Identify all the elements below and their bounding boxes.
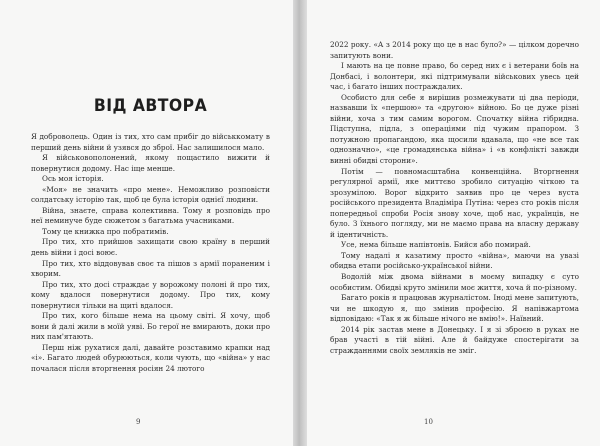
paragraph: Про тих, хто віддовував своє та пішов з армії пораненим і хворим. bbox=[31, 258, 270, 279]
paragraph: Тому це книжка про побратимів. bbox=[42, 226, 169, 236]
paragraph: Водолій між двома війнами в моєму випадку є суто особистим. Обидві круто змінили моє життя, хоча й по-різному. bbox=[330, 272, 579, 292]
left-page bbox=[0, 0, 293, 446]
chapter-title: ВІД АВТОРА bbox=[93, 96, 208, 116]
book-gutter bbox=[293, 0, 307, 446]
paragraph: Війна, знаєте, справа колективна. Тому я розповідь про неї неминуче буде сюжетом з багатьма учасниками. bbox=[31, 205, 270, 226]
page-number: 10 bbox=[424, 418, 433, 426]
left-page-body bbox=[31, 132, 270, 375]
paragraph: Тому надалі я казатиму просто «війна», маючи на увазі обидва етапи російсько-української війни. bbox=[330, 250, 579, 271]
right-page-body bbox=[330, 40, 579, 356]
page-number: 9 bbox=[136, 418, 141, 426]
paragraph: Особисто для себе я вирішив розмежувати ці два періоди, назвавши їх «першою» та «другою» війною. Бо це дуже різні війни, хоча з тим самим ворогом. Спочатку війна гібридна. Підступна, підла, з операціями під чужим прапором. З потужною пропагандою, яка щосили вдавала, що «не все так однозначно», «це громадянська війна» і «в конфлікті завжди винні обидві сторони». bbox=[330, 92, 579, 166]
right-page bbox=[307, 0, 600, 446]
paragraph: 2014 рік застав мене в Донецьку. І я зі зброєю в руках не брав участі в тій війні. Але й байдуже спостерігати за стражданнями своїх земляків не зміг. bbox=[330, 324, 579, 355]
paragraph: Про тих, кого більше нема на цьому світі. Я хочу, щоб вони й далі жили в моїй уяві. Бо герої не вмирають, доки про них пам'ятають. bbox=[31, 311, 270, 342]
paragraph: Я військовополонений, якому пощастило вижити й повернутися додому. Нас іще менше. bbox=[31, 153, 270, 173]
paragraph: Я доброволець. Один із тих, хто сам прибіг до військкомату в перший день війни й узявся до зброї. Нас залишилося мало. bbox=[31, 132, 270, 152]
paragraph: Про тих, хто досі страждає у ворожому полоні й про тих, кому вдалося повернутися додому. Про тих, кому повернутися тільки на щиті вдалося. bbox=[31, 279, 270, 310]
paragraph: «Моя» не значить «про мене». Неможливо розповісти солдатську історію так, щоб це була історія однієї людини. bbox=[31, 184, 270, 205]
paragraph: Багато років я працював журналістом. Іноді мене запитують, чи не шкодую я, що змінив професію. Я напівжартома відповідаю: «Так я ж більше нічого не вмію!». Наївний. bbox=[330, 293, 579, 324]
paragraph: 2022 року. «А з 2014 року що це в нас було?» — цілком доречно запитують вони. bbox=[330, 40, 579, 60]
paragraph: І мають на це повне право, бо серед них є і ветерани боїв на Донбасі, і волонтери, які підтримували військових увесь цей час, і багато інших постраждалих. bbox=[330, 61, 579, 92]
paragraph: Перш ніж рухатися далі, давайте розставимо крапки над «і». Багато людей обурюються, коли чують, що «війна» у нас почалася після вторгнення росіян 24 лютого bbox=[31, 342, 270, 374]
paragraph: Про тих, хто прийшов захищати свою країну в перший день війни і досі воює. bbox=[31, 237, 270, 258]
paragraph: Усе, нема більше напівтонів. Бийся або помирай. bbox=[341, 240, 531, 250]
paragraph: Ось моя історія. bbox=[42, 174, 104, 184]
paragraph: Потім — повномасштабна конвенційна. Вторгнення регулярної армії, яке миттєво зробило ситуацію чіткою та зрозумілою. Ворог відкрито заявив про це через вуста російського президента Владіміра Путіна: через сто років після попередньої спроби Росія знову хоче, щоб нас, українців, не було. З їхнього погляду, ми не маємо права на власну державу й ідентичність. bbox=[330, 166, 579, 239]
